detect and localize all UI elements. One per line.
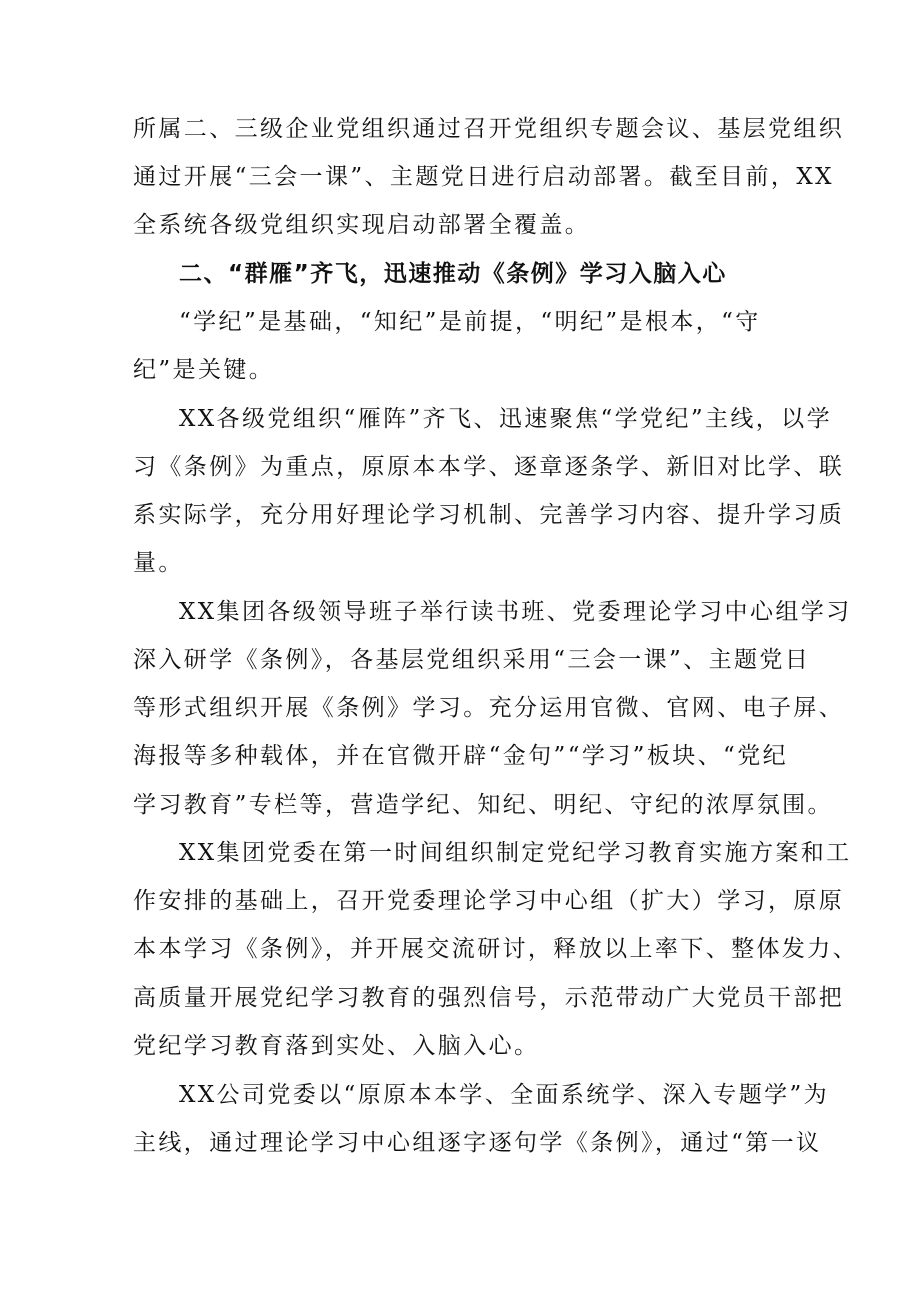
paragraph-line: 全系统各级党组织实现启动部署全覆盖。 <box>133 212 591 238</box>
paragraph-line: 党纪学习教育落到实处、入脑入心。 <box>133 1033 540 1059</box>
paragraph-line: 高质量开展党纪学习教育的强烈信号，示范带动广大党员干部把 <box>133 985 845 1011</box>
paragraph-line: 系实际学，充分用好理论学习机制、完善学习内容、提升学习质 <box>133 502 845 528</box>
paragraph-line: 量。 <box>133 550 184 576</box>
paragraph-line: 主线，通过理论学习中心组逐字逐句学《条例》，通过“第一议 <box>133 1130 822 1156</box>
paragraph-line: XX集团各级领导班子举行读书班、党委理论学习中心组学习 <box>179 599 852 625</box>
paragraph-line: XX公司党委以“原原本本学、全面系统学、深入专题学”为 <box>179 1082 830 1108</box>
paragraph-line: XX各级党组织“雁阵”齐飞、迅速聚焦“学党纪”主线，以学 <box>179 406 832 432</box>
paragraph-line: 习《条例》为重点，原原本本学、逐章逐条学、新旧对比学、联 <box>133 454 845 480</box>
paragraph-line: 海报等多种载体，并在官微开辟“金句”“学习”板块、“党纪 <box>133 743 788 769</box>
paragraph-line: 本本学习《条例》，并开展交流研讨，释放以上率下、整体发力、 <box>133 936 859 962</box>
paragraph-line: 学习教育”专栏等，营造学纪、知纪、明纪、守纪的浓厚氛围。 <box>133 792 833 818</box>
paragraph-line: XX集团党委在第一时间组织制定党纪学习教育实施方案和工 <box>179 840 852 866</box>
paragraph-line: 等形式组织开展《条例》学习。充分运用官微、官网、电子屏、 <box>133 695 845 721</box>
paragraph-line: “学纪”是基础，“知纪”是前提，“明纪”是根本，“守 <box>179 309 761 335</box>
paragraph-line: 纪”是关键。 <box>133 357 275 383</box>
paragraph-line: 通过开展“三会一课”、主题党日进行启动部署。截至目前，XX <box>133 164 834 190</box>
paragraph-line: 深入研学《条例》，各基层党组织采用“三会一课”、主题党日 <box>133 647 811 673</box>
section-heading: 二、“群雁”齐飞，迅速推动《条例》学习入脑入心 <box>179 261 727 287</box>
paragraph-line: 作安排的基础上，召开党委理论学习中心组（扩大）学习，原原 <box>133 888 845 914</box>
paragraph-line: 所属二、三级企业党组织通过召开党组织专题会议、基层党组织 <box>133 116 845 142</box>
